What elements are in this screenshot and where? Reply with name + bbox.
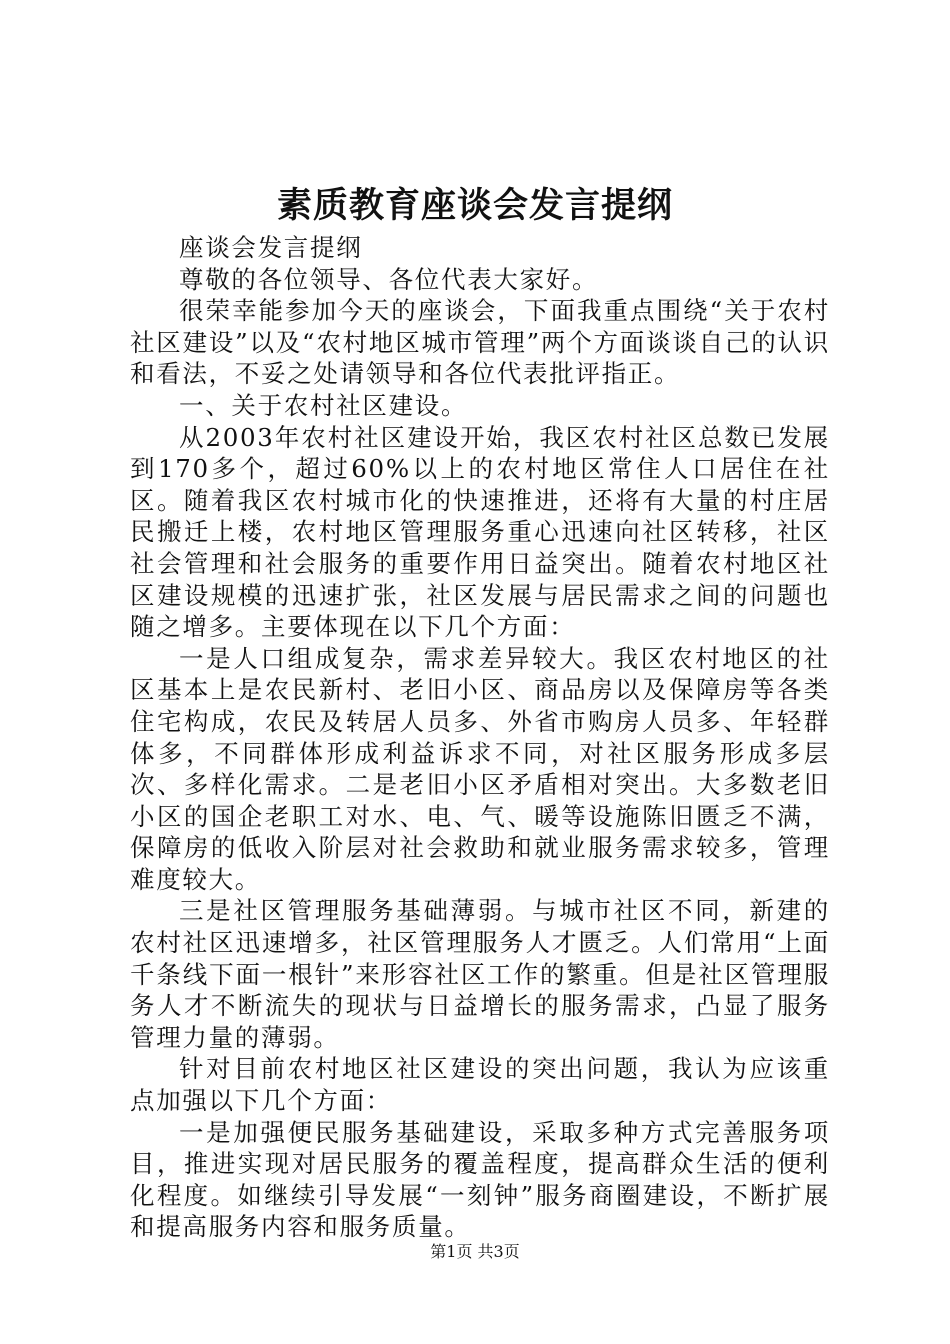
page-footer: 第1页 共3页 — [430, 1242, 520, 1261]
document-title: 素质教育座谈会发言提纲 — [276, 185, 673, 226]
paragraph-measure-1: 一是加强便民服务基础建设，采取多种方式完善服务项目，推进实现对居民服务的覆盖程度，提高群众生活的便利化程度。如继续引导发展“一刻钟”服务商圈建设，不断扩展和提高服务内容和服务质量。 — [130, 1117, 830, 1242]
paragraph-subtitle: 座谈会发言提纲 — [179, 233, 363, 262]
document-body — [130, 232, 830, 1243]
paragraph-intro: 很荣幸能参加今天的座谈会，下面我重点围绕“关于农村社区建设”以及“农村地区城市管理”两个方面谈谈自己的认识和看法，不妥之处请领导和各位代表批评指正。 — [130, 296, 830, 389]
paragraph-background: 从2003年农村社区建设开始，我区农村社区总数已发展到170多个，超过60%以上的农村地区常住人口居住在社区。随着我区农村城市化的快速推进，还将有大量的村庄居民搬迁上楼，农村地区管理服务重心迅速向社区转移，社区社会管理和社会服务的重要作用日益突出。随着农村地区社区建设规模的迅速扩张，社区发展与居民需求之间的问题也随之增多。主要体现在以下几个方面： — [130, 422, 830, 642]
paragraph-point-1-2: 一是人口组成复杂，需求差异较大。我区农村地区的社区基本上是农民新村、老旧小区、商品房以及保障房等各类住宅构成，农民及转居人员多、外省市购房人员多、年轻群体多，不同群体形成利益诉求不同，对社区服务形成多层次、多样化需求。二是老旧小区矛盾相对突出。大多数老旧小区的国企老职工对水、电、气、暖等设施陈旧匮乏不满，保障房的低收入阶层对社会救助和就业服务需求较多，管理难度较大。 — [130, 643, 830, 894]
paragraph-measures-intro: 针对目前农村地区社区建设的突出问题，我认为应该重点加强以下几个方面： — [130, 1054, 830, 1116]
paragraph-greeting: 尊敬的各位领导、各位代表大家好。 — [179, 264, 599, 294]
paragraph-point-3: 三是社区管理服务基础薄弱。与城市社区不同，新建的农村社区迅速增多，社区管理服务人才匮乏。人们常用“上面千条线下面一根针”来形容社区工作的繁重。但是社区管理服务人才不断流失的现状与日益增长的服务需求，凸显了服务管理力量的薄弱。 — [130, 896, 830, 1052]
section-heading-1: 一、关于农村社区建设。 — [179, 390, 468, 420]
